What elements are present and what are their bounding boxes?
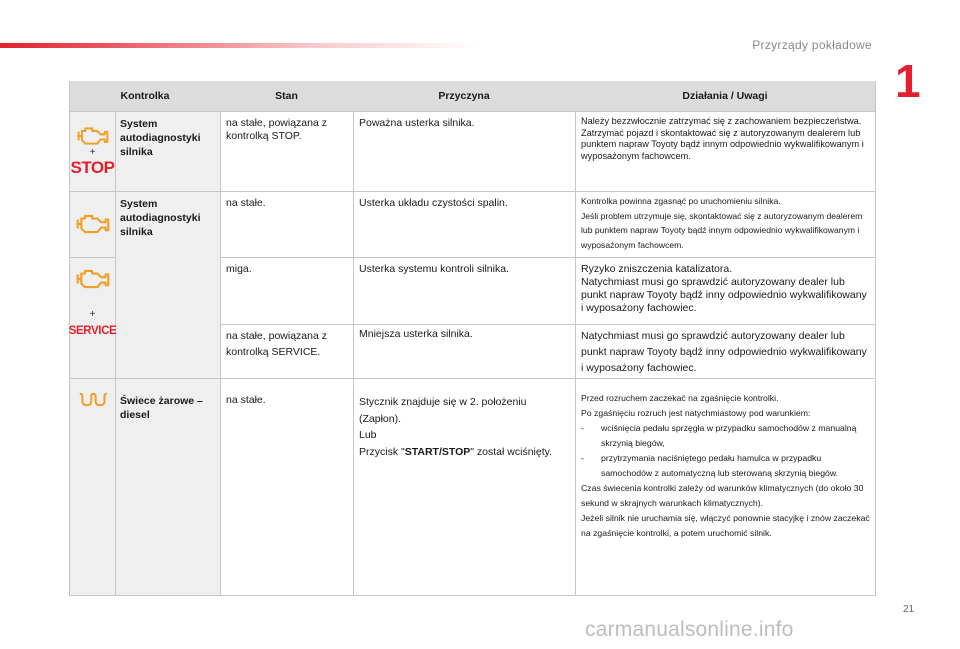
row5-action-outro-2: Jeżeli silnik nie uruchamia się, włączyć ponownie stacyjkę i znów zaczekać na zgaśnięcie kontrolki, a potem uruchomić silnik.	[581, 513, 870, 538]
row1-action-1: Należy bezzwłocznie zatrzymać się z zachowaniem bezpieczeństwa.	[581, 116, 862, 126]
row5-name: Świece żarowe – diesel	[120, 395, 203, 421]
engine-check-icon	[75, 267, 111, 291]
section-title: Przyrządy pokładowe	[752, 38, 872, 52]
row5-cause-line-1: Stycznik znajduje się w 2. położeniu (Zapłon).	[359, 396, 527, 425]
indicator-table	[69, 81, 876, 596]
row2-cause: Usterka układu czystości spalin.	[359, 197, 508, 209]
stop-text-icon: STOP	[70, 158, 115, 177]
row5-cause	[353, 378, 575, 460]
row5-cause-prefix: Przycisk "	[359, 445, 405, 458]
row2-action-2: Jeśli problem utrzymuje się, skontaktować się z autoryzowanym dealerem lub punktem napraw Toyoty bądź innym odpowiednio wykwalifikowanym i wyposażonym fachowcem.	[581, 210, 863, 250]
engine-check-icon	[76, 125, 110, 147]
row5-state: na stałe.	[226, 394, 266, 406]
row5-action-outro-1: Czas świecenia kontrolki zależy od warunków klimatycznych (do około 30 sekund w skrajnych warunkach klimatycznych).	[581, 483, 864, 508]
row2-actions	[575, 191, 875, 252]
plus-sign: +	[89, 309, 96, 320]
row2-icon-group	[70, 193, 115, 255]
engine-check-icon	[75, 212, 111, 236]
row1-action-2: Zatrzymać pojazd i skontaktować się z autoryzowanym dealerem lub punktem napraw Toyoty bądź innym odpowiednio wykwalifikowanym i wyposażonym fachowcem.	[581, 127, 864, 161]
column-header-cause: Przyczyna	[353, 81, 575, 111]
glow-plug-icon	[78, 391, 108, 407]
row3-action-1: Ryzyko zniszczenia katalizatora.	[581, 263, 733, 275]
row1-actions	[575, 111, 875, 162]
row4-state: na stałe, powiązana z kontrolką SERVICE.	[226, 330, 327, 358]
column-header-indicator: Kontrolka	[70, 81, 220, 111]
row34-icon-group	[70, 263, 115, 371]
row5-actions	[575, 378, 875, 541]
column-header-actions: Działania / Uwagi	[575, 81, 875, 111]
row5-action-intro-2: Po zgaśnięciu rozruch jest natychmiastowy pod warunkiem:	[581, 408, 811, 418]
page-number: 21	[903, 604, 915, 615]
row2-action-1: Kontrolka powinna zgasnąć po uruchomieniu silnika.	[581, 196, 781, 206]
row1-icon-group	[70, 115, 115, 187]
row1-name: System autodiagnostyki silnika	[120, 118, 201, 158]
row5-bullet-1: - wciśnięcia pedału sprzęgła w przypadku samochodów z manualną skrzynią biegów,	[581, 423, 857, 448]
header-accent-bar	[0, 43, 480, 48]
row3-actions	[575, 257, 875, 315]
row5-cause-suffix: " został wciśnięty.	[470, 445, 553, 458]
name-column-bg	[115, 111, 220, 595]
row3-cause: Usterka systemu kontroli silnika.	[359, 263, 509, 275]
row5-action-intro-1: Przed rozruchem zaczekać na zgaśnięcie kontrolki.	[581, 393, 779, 403]
chapter-number: 1	[895, 55, 921, 107]
row5-cause-button: START/STOP	[404, 445, 471, 458]
row5-bullet-2: - przytrzymania naciśniętego pedału hamulca w przypadku samochodów z automatyczną lub sterowaną skrzynią biegów.	[581, 453, 839, 478]
row3-action-2: Natychmiast musi go sprawdzić autoryzowany dealer lub punkt napraw Toyoty bądź inny odpowiednio wykwalifikowany i wyposażony fachowiec.	[581, 276, 867, 314]
row2-name: System autodiagnostyki silnika	[120, 198, 201, 238]
plus-sign: +	[89, 147, 96, 158]
row2-state: na stałe.	[226, 197, 266, 209]
row3-state: miga.	[226, 263, 252, 275]
row4-actions: Natychmiast musi go sprawdzić autoryzowany dealer lub punkt napraw Toyoty bądź inny odpowiednio wykwalifikowany i wyposażony fachowiec.	[581, 330, 867, 374]
service-text-icon: SERVICE	[68, 325, 117, 337]
row5-icon-group	[70, 386, 115, 412]
row5-cause-line-3	[359, 444, 569, 461]
watermark: carmanualsonline.info	[585, 618, 794, 641]
column-header-state: Stan	[220, 81, 353, 111]
row4-cause: Mniejsza usterka silnika.	[359, 328, 473, 340]
row1-state: na stałe, powiązana z kontrolką STOP.	[226, 117, 327, 142]
row5-cause-line-2: Lub	[359, 429, 377, 441]
row1-cause: Poważna usterka silnika.	[359, 117, 475, 129]
